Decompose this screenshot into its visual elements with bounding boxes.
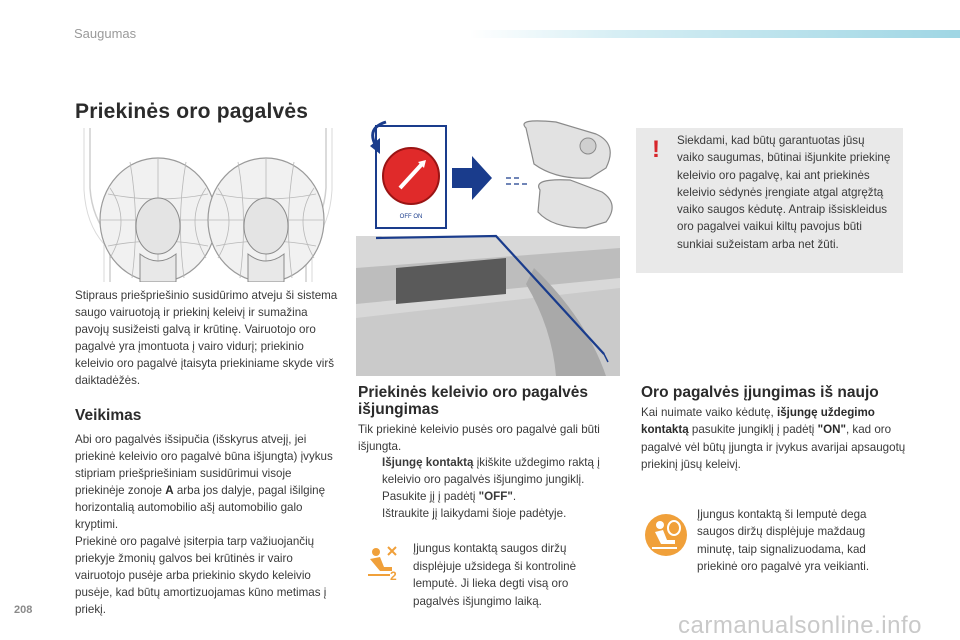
operation-paragraph-1 [75, 431, 340, 533]
deactivation-heading: Priekinės keleivio oro pagalvės išjungimas [358, 384, 589, 418]
reactivation-text: pasukite jungiklį į padėtį [688, 423, 818, 437]
reactivation-text: , kad oro pagalvė vėl būtų įjungta ir įvykus avarijai apsaugotų priekinį jūsų keleivį. [641, 423, 906, 472]
operation-paragraph-2: Priekinė oro pagalvė įsiterpia tarp važiuojančių priekyje žmonių galvos bei krūtinės ir vairo vairuotojo pusėje arba priekinio skydo keleivio pusėje, kad būtų amortizuojamas kūno metimas į priekį. [75, 535, 327, 616]
airbag-heads-illustration [80, 128, 336, 282]
operation-heading: Veikimas [75, 407, 142, 424]
step-text: Ištraukite jį laikydami šioje padėtyje. [382, 507, 567, 520]
section-label: Saugumas [74, 26, 137, 41]
step-text: . [512, 490, 517, 503]
step-bold-text: "OFF" [478, 490, 513, 503]
step-text: Pasukite jį į padėtį [382, 490, 479, 503]
step-bold-text: Išjungę kontaktą [382, 456, 474, 469]
list-item [358, 505, 623, 522]
zone-label: A [165, 484, 174, 497]
airbag-on-indicator-icon [643, 512, 689, 558]
reactivation-bold-text: išjungę uždegimo kontaktą [641, 406, 875, 437]
watermark: carmanualsonline.info [678, 612, 922, 639]
deactivation-indicator-text: Įjungus kontaktą saugos diržų displėjuje užsidega ši kontrolinė lemputė. Ji lieka degti visą oro pagalvės išjungimo laiką. [413, 542, 577, 608]
operation-text: Abi oro pagalvės išsipučia (išskyrus atvejį, jei priekinė keleivio oro pagalvė būna išjungta) įvykus stipriam priešpriešiniam susidūrimui visoje priekinėje zonoje [75, 433, 333, 497]
deactivation-steps [358, 454, 623, 522]
step-text: įkiškite uždegimo raktą į keleivio oro pagalvės išjungimo jungiklį. [382, 456, 600, 486]
header-accent-bar [470, 30, 960, 38]
list-item [358, 454, 623, 488]
reactivation-paragraph [641, 404, 907, 474]
warning-text: Siekdami, kad būtų garantuotas jūsų vaiko saugumas, būtinai išjunkite priekinę keleivio oro pagalvę, kai ant priekinės keleivio sėdynės įrengiate atgal atgręžtą vaiko saugos kėdutę. Antraip išsiskleidus oro pagalvei vaikui kiltų pavojus būti sunkiai sužeistam arba net žūti. [677, 134, 891, 251]
page-number: 208 [14, 604, 33, 616]
svg-text:OFF ON: OFF ON [399, 214, 423, 220]
svg-text:2: 2 [390, 569, 397, 581]
intro-paragraph: Stipraus priešpriešinio susidūrimo atveju ši sistema saugo vairuotoją ir priekinį keleivį ir sumažina pavojų susižeisti galvą ir krūtinę. Vairuotojo oro pagalvė yra įmontuota į vairo vidurį; priekinio keleivio oro pagalvė įtaisyta priekiniame skyde virš daiktadėžės. [75, 289, 338, 387]
warning-icon: ! [652, 136, 660, 163]
deactivation-switch-illustration [356, 118, 620, 376]
operation-text: arba jos dalyje, pagal išilginę horizontalią automobilio ašį automobilio galo kryptimi. [75, 484, 326, 531]
reactivation-bold-text: "ON" [817, 423, 846, 437]
list-item [358, 488, 623, 505]
deactivation-intro: Tik priekinė keleivio pusės oro pagalvė gali būti išjungta. [358, 423, 600, 453]
reactivation-indicator-text: Įjungus kontaktą ši lemputė dega saugos diržų displėjuje maždaug minutę, taip signalizuodama, kad priekinė oro pagalvė yra veikianti. [697, 508, 870, 574]
reactivation-heading: Oro pagalvės įjungimas iš naujo [641, 384, 879, 401]
reactivation-text: Kai nuimate vaiko kėdutę, [641, 406, 777, 419]
airbag-off-warning-icon [366, 545, 398, 581]
page-title: Priekinės oro pagalvės [75, 100, 309, 123]
